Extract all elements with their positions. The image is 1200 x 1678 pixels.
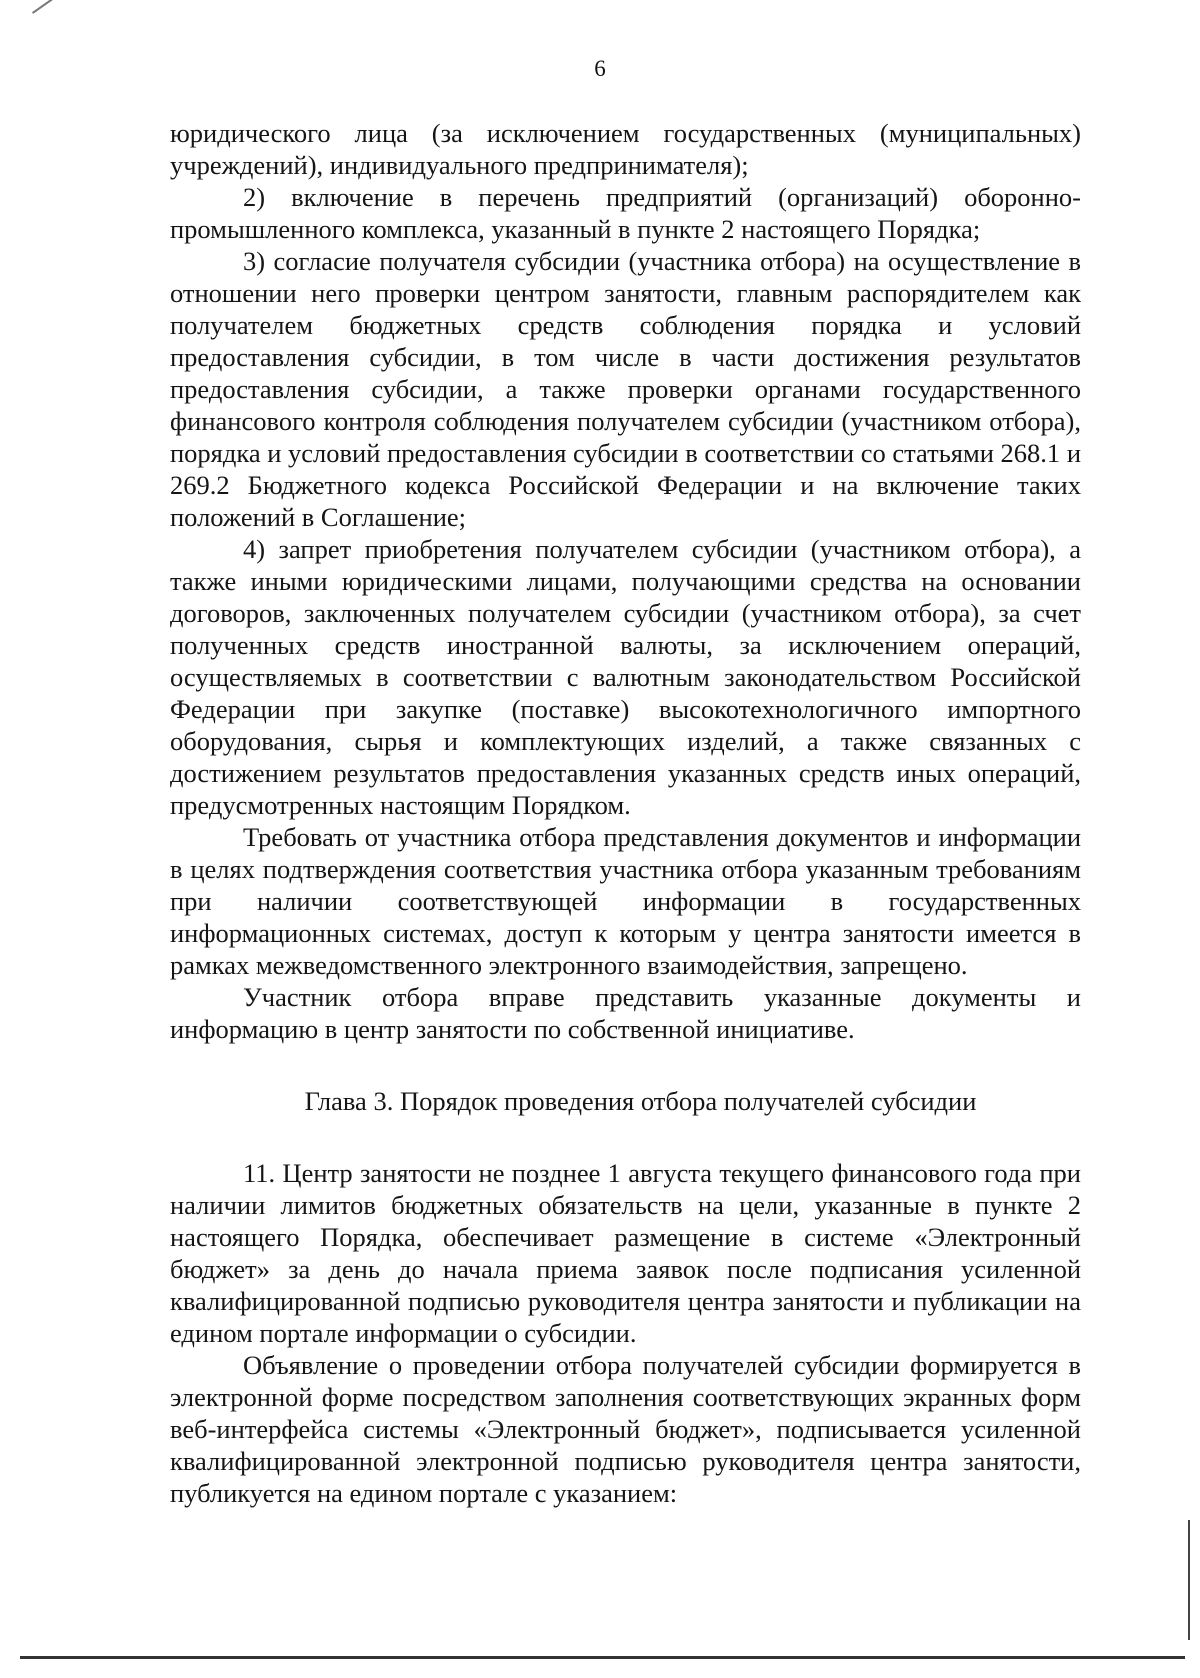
- chapter-heading: Глава 3. Порядок проведения отбора получателей субсидии: [304, 1086, 977, 1116]
- page-number: 6: [594, 56, 606, 81]
- paragraph: Участник отбора вправе представить указанные документы и информацию в центр занятости по собственной инициативе.: [170, 982, 1081, 1044]
- scan-bottom-rule: [20, 1656, 1185, 1659]
- scan-margin-line: [1188, 1520, 1190, 1640]
- document-body: [170, 117, 1081, 1509]
- paragraph: Объявление о проведении отбора получателей субсидии формируется в электронной форме посредством заполнения соответствующих экранных форм веб-интерфейса системы «Электронный бюджет», подписывается усиленной квалифицированной электронной подписью руководителя центра занятости, публикуется на едином портале с указанием:: [170, 1350, 1081, 1508]
- paragraph: 2) включение в перечень предприятий (организаций) оборонно-промышленного комплекса, указанный в пункте 2 настоящего Порядка;: [170, 182, 1081, 244]
- paragraph: Требовать от участника отбора представления документов и информации в целях подтверждения соответствия участника отбора указанным требованиям при наличии соответствующей информации в государственных информационных системах, доступ к которым у центра занятости имеется в рамках межведомственного электронного взаимодействия, запрещено.: [170, 822, 1081, 980]
- paragraph: 11. Центр занятости не позднее 1 августа текущего финансового года при наличии лимитов бюджетных обязательств на цели, указанные в пункте 2 настоящего Порядка, обеспечивает размещение в системе «Электронный бюджет» за день до начала приема заявок после подписания усиленной квалифицированной подписью руководителя центра занятости и публикации на едином портале информации о субсидии.: [170, 1158, 1081, 1348]
- paragraph: юридического лица (за исключением государственных (муниципальных) учреждений), индивидуального предпринимателя);: [170, 118, 1081, 180]
- paragraph: 4) запрет приобретения получателем субсидии (участником отбора), а также иными юридическими лицами, получающими средства на основании договоров, заключенных получателем субсидии (участником отбора), за счет полученных средств иностранной валюты, за исключением операций, осуществляемых в соответствии с валютным законодательством Российской Федерации при закупке (поставке) высокотехнологичного импортного оборудования, сырья и комплектующих изделий, а также связанных с достижением результатов предоставления указанных средств иных операций, предусмотренных настоящим Порядком.: [170, 534, 1081, 820]
- paragraph: 3) согласие получателя субсидии (участника отбора) на осуществление в отношении него проверки центром занятости, главным распорядителем как получателем бюджетных средств соблюдения порядка и условий предоставления субсидии, в том числе в части достижения результатов предоставления субсидии, а также проверки органами государственного финансового контроля соблюдения получателем субсидии (участником отбора), порядка и условий предоставления субсидии в соответствии со статьями 268.1 и 269.2 Бюджетного кодекса Российской Федерации и на включение таких положений в Соглашение;: [170, 246, 1081, 532]
- scan-corner-mark: [32, 0, 56, 14]
